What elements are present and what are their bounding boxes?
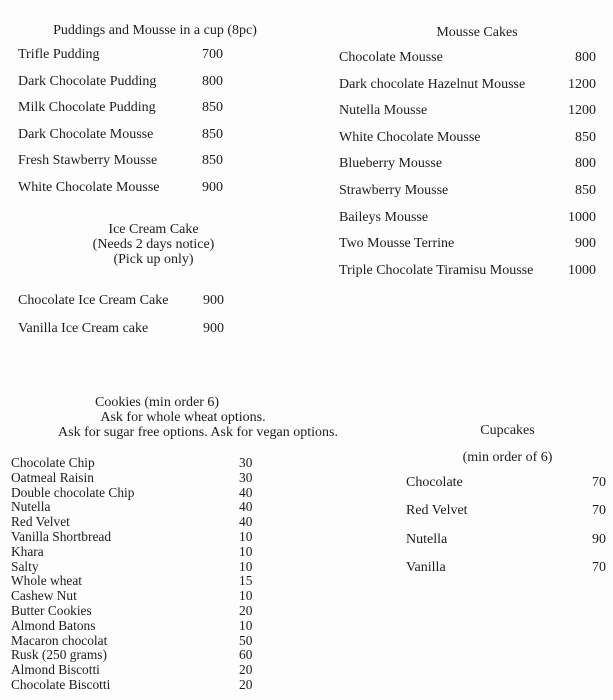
item-price: 20 <box>239 602 253 618</box>
ice-cream-cake-notice-line: (Needs 2 days notice) <box>92 237 215 253</box>
item-name: Chocolate Chip <box>11 455 95 470</box>
item-price: 1000 <box>568 209 596 225</box>
item-price: 30 <box>239 455 253 470</box>
item-price: 20 <box>239 676 253 692</box>
item-name: Macaron chocolat <box>11 632 108 648</box>
puddings-section-title: Puddings and Mousse in a cup (8pc) <box>53 23 257 38</box>
item-name: Chocolate <box>406 475 463 490</box>
menu-item-row <box>18 47 298 74</box>
puddings-item-list <box>18 47 298 207</box>
item-name: Almond Biscotti <box>11 662 100 678</box>
item-name: Dark Chocolate Pudding <box>18 73 157 89</box>
item-price: 50 <box>239 632 253 648</box>
menu-item-row <box>339 130 596 157</box>
menu-item-row <box>406 503 606 531</box>
item-price: 900 <box>575 236 596 252</box>
item-name: Milk Chocolate Pudding <box>18 100 156 116</box>
menu-item-row <box>11 619 281 634</box>
menu-item-row <box>339 210 596 237</box>
item-name: Red Velvet <box>11 514 70 530</box>
item-name: White Chocolate Mousse <box>18 179 160 195</box>
menu-item-row <box>339 77 596 104</box>
item-name: Vanilla <box>406 560 446 576</box>
item-name: Chocolate Biscotti <box>11 676 111 692</box>
menu-item-row <box>11 589 281 604</box>
menu-item-row <box>339 263 596 290</box>
mousse-cakes-item-list <box>339 50 596 289</box>
menu-item-row <box>11 530 281 545</box>
item-price: 30 <box>239 469 253 485</box>
item-name: Fresh Stawberry Mousse <box>18 153 158 169</box>
item-price: 10 <box>239 588 253 604</box>
item-name: Two Mousse Terrine <box>339 236 455 252</box>
item-price: 10 <box>239 543 253 559</box>
item-price: 900 <box>202 179 223 195</box>
item-name: Trifle Pudding <box>18 47 100 62</box>
ice-cream-cake-section-title: Ice Cream Cake <box>108 222 199 237</box>
menu-item-row <box>11 545 281 560</box>
item-price: 1000 <box>568 262 596 278</box>
item-price: 900 <box>203 293 224 308</box>
item-name: Nutella <box>11 499 51 515</box>
item-name: Double chocolate Chip <box>11 484 135 500</box>
item-name: Vanilla Shortbread <box>11 528 112 544</box>
menu-item-row <box>339 50 596 77</box>
item-name: White Chocolate Mousse <box>339 129 481 145</box>
menu-item-row <box>18 153 298 180</box>
ice-cream-cake-pickup-line: (Pick up only) <box>113 252 194 268</box>
item-price: 850 <box>202 153 223 169</box>
menu-item-row <box>11 486 281 501</box>
item-name: Chocolate Ice Cream Cake <box>18 293 169 308</box>
item-price: 90 <box>592 531 606 547</box>
item-name: Oatmeal Raisin <box>11 469 94 485</box>
menu-item-row <box>11 648 281 663</box>
cookies-section-title: Cookies (min order 6) <box>94 395 220 410</box>
item-price: 20 <box>239 662 253 678</box>
menu-item-row <box>339 103 596 130</box>
item-name: Salty <box>11 558 39 574</box>
menu-item-row <box>11 515 281 530</box>
item-name: Strawberry Mousse <box>339 182 449 198</box>
menu-item-row <box>406 532 606 560</box>
cupcakes-item-list <box>406 475 606 589</box>
item-price: 850 <box>575 129 596 145</box>
item-name: Red Velvet <box>406 503 468 519</box>
menu-item-row <box>406 475 606 503</box>
mousse-cakes-section-title: Mousse Cakes <box>436 25 518 40</box>
menu-item-row <box>11 560 281 575</box>
item-price: 1200 <box>568 103 596 119</box>
menu-item-row <box>339 156 596 183</box>
item-price: 10 <box>239 528 253 544</box>
item-name: Khara <box>11 543 44 559</box>
cupcakes-min-order-note: (min order of 6) <box>462 450 553 465</box>
item-price: 1200 <box>568 76 596 92</box>
item-name: Nutella Mousse <box>339 103 428 119</box>
item-price: 850 <box>202 100 223 116</box>
item-name: Triple Chocolate Tiramisu Mousse <box>339 262 534 278</box>
menu-item-row <box>11 678 281 693</box>
item-price: 800 <box>575 50 596 65</box>
cookies-sugar-free-vegan-note: Ask for sugar free options. Ask for vegan options. <box>58 425 338 440</box>
ice-cream-cake-section-header <box>0 222 307 268</box>
item-name: Vanilla Ice Cream cake <box>18 321 149 336</box>
item-name: Blueberry Mousse <box>339 156 443 172</box>
item-price: 850 <box>202 126 223 142</box>
item-price: 15 <box>239 573 253 589</box>
item-price: 60 <box>239 647 253 663</box>
item-price: 10 <box>239 617 253 633</box>
item-price: 10 <box>239 558 253 574</box>
menu-item-row <box>406 560 606 588</box>
menu-item-row <box>11 500 281 515</box>
item-name: Dark Chocolate Mousse <box>18 126 154 142</box>
item-price: 40 <box>239 484 253 500</box>
item-price: 900 <box>203 321 224 336</box>
item-name: Whole wheat <box>11 573 83 589</box>
item-price: 800 <box>575 156 596 172</box>
menu-item-row <box>18 321 298 349</box>
item-name: Chocolate Mousse <box>339 50 443 65</box>
ice-cream-cake-item-list <box>18 293 298 349</box>
item-price: 40 <box>239 499 253 515</box>
cookies-item-list <box>11 456 281 693</box>
menu-item-row <box>11 471 281 486</box>
menu-item-row <box>11 574 281 589</box>
menu-item-row <box>11 663 281 678</box>
menu-item-row <box>11 604 281 619</box>
item-name: Almond Batons <box>11 617 96 633</box>
item-price: 70 <box>592 503 606 519</box>
menu-item-row <box>11 634 281 649</box>
item-name: Dark chocolate Hazelnut Mousse <box>339 76 526 92</box>
menu-item-row <box>18 127 298 154</box>
menu-item-row <box>339 236 596 263</box>
cupcakes-section-title: Cupcakes <box>480 423 535 438</box>
menu-item-row <box>339 183 596 210</box>
menu-item-row <box>18 293 298 321</box>
item-name: Rusk (250 grams) <box>11 647 107 663</box>
cookies-whole-wheat-note: Ask for whole wheat options. <box>100 410 266 425</box>
item-price: 850 <box>575 182 596 198</box>
item-price: 800 <box>202 73 223 89</box>
menu-item-row <box>18 100 298 127</box>
item-price: 70 <box>592 560 606 576</box>
menu-item-row <box>18 74 298 101</box>
menu-item-row <box>11 456 281 471</box>
item-name: Nutella <box>406 531 448 547</box>
item-price: 700 <box>202 47 223 62</box>
item-price: 70 <box>592 475 606 490</box>
menu-item-row <box>18 180 298 207</box>
item-name: Butter Cookies <box>11 602 92 618</box>
item-price: 40 <box>239 514 253 530</box>
item-name: Cashew Nut <box>11 588 77 604</box>
item-name: Baileys Mousse <box>339 209 429 225</box>
